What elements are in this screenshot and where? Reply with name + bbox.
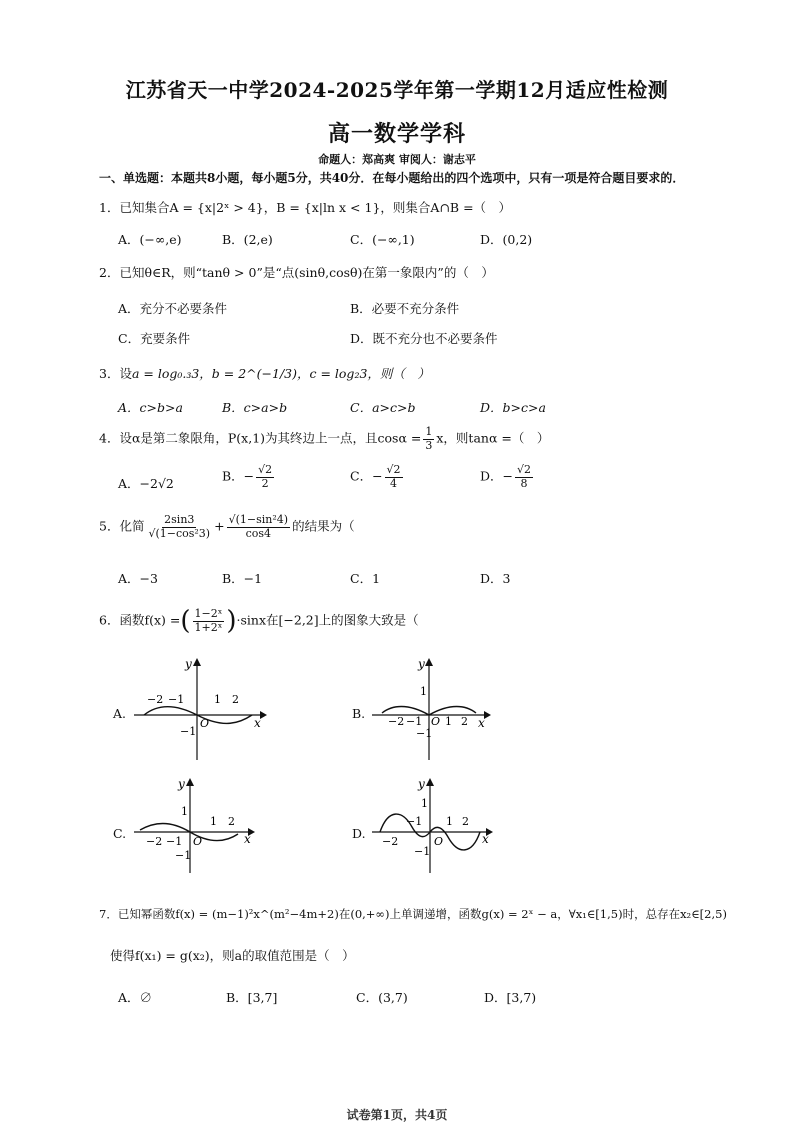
q7-option-b: B．[3,7] [226,990,278,1005]
q6-b-x-label: x [478,716,485,730]
q6-b-y-label: y [418,657,425,671]
q6-stem: 6．函数f(x) =( $\frac{\text{1−2ˣ}}{\text{1+2ˣ}}$ )·sinx在[−2,2]上的图象大致是（ [99,606,419,637]
q4-stem-part-b: x，则tanα =（ ） [436,430,550,446]
q6-b-tick-2: 2 [461,715,468,728]
exam-title: 江苏省天一中学2024-2025学年第一学期12月适应性检测 [125,78,669,102]
q4-option-b [222,464,276,490]
q4-option-c-prefix: C．− [350,468,383,484]
q7-option-d: D．[3,7) [484,990,537,1005]
q4-option-d-num: √2 [517,463,532,476]
q5-stem-prefix: 5．化简 [99,518,145,534]
q6-d-y-label: y [418,777,425,791]
q6-label-a: A. [113,706,127,721]
q3-option-a: A．c>b>a [118,400,183,415]
q6-label-d: D. [352,826,366,841]
q5-stem [99,514,355,540]
q3-stem-prefix: 3．设 [99,366,132,381]
q6-graph-a [130,655,270,765]
q6-a-tick-neg2: −2 [147,693,164,706]
q7-stem: 7．已知幂函数f(x) = (m−1)²x^(m²−4m+2)在(0,+∞)上单调递增，函数g(x) = 2ˣ − a，∀x₁∈[1,5)时，总存在x₂∈[2,5) [99,907,727,921]
q6-a-origin: O [200,717,210,730]
q6-graph-c [130,775,260,875]
q6-a-y-label: y [185,657,192,671]
q7-option-c: C．(3,7) [356,990,408,1005]
q5-plus: + [214,518,225,534]
q2-option-b: B．必要不充分条件 [350,301,460,316]
q6-c-y-label: y [178,777,185,791]
q6-b-tick-y-neg1: −1 [416,727,433,740]
q5-option-d: D．3 [480,571,511,586]
q6-fraction-num: 1−2ˣ [194,607,223,620]
q6-d-tick-2: 2 [462,815,469,828]
q6-a-tick-neg1: −1 [168,693,185,706]
q5-option-a: A．−3 [118,571,158,586]
q5-fraction-2-den: cos4 [245,526,272,540]
q6-c-x-label: x [244,832,251,846]
q4-option-d-den: 8 [520,476,528,490]
q1-option-c: C．(−∞,1) [350,232,415,247]
q4-option-b-num: √2 [258,463,273,476]
q6-c-tick-y1: 1 [181,805,188,818]
q6-d-tick-neg2: −2 [382,835,399,848]
q4-option-a: A．−2√2 [118,476,174,491]
q3-stem-body: a = log₀.₃3，b = 2^(−1/3)，c = log₂3，则（ ） [131,366,430,381]
q6-b-tick-neg1: −1 [406,715,423,728]
q3-stem [99,364,430,382]
q6-c-tick-neg1: −1 [166,835,183,848]
q6-b-tick-1: 1 [445,715,452,728]
q3-option-b: B．c>a>b [222,400,288,415]
q4-fraction [423,426,434,452]
q6-d-x-label: x [482,832,489,846]
section-heading: 一、单选题：本题共8小题，每小题5分，共40分．在每小题给出的四个选项中，只有一项是符合题目要求的． [99,171,685,185]
q4-fraction-den: 3 [425,438,433,452]
q5-option-b: B．−1 [222,571,263,586]
q6-b-tick-y1: 1 [420,685,427,698]
q6-b-origin: O [431,715,441,728]
q1-option-d: D．(0,2) [480,232,533,247]
exam-subject: 高一数学学科 [327,121,466,147]
q6-c-tick-neg2: −2 [146,835,163,848]
q4-option-c-den: 4 [390,476,398,490]
exam-authors: 命题人：郑高爽 审阅人：谢志平 [318,153,476,166]
q4-option-d-prefix: D．− [480,468,513,484]
q5-fraction-1-den: √(1−cos²3) [148,526,211,540]
q6-a-tick-2: 2 [232,693,239,706]
q5-fraction-2-num: √(1−sin²4) [228,513,289,526]
q5-fraction-1 [146,514,212,540]
q6-fraction-den: 1+2ˣ [194,620,223,634]
q6-d-tick-neg1: −1 [406,815,423,828]
q6-graph-d [368,775,498,875]
q4-stem [99,426,549,452]
q6-stem-prefix: 6．函数f(x) = [99,612,181,628]
q6-d-tick-1: 1 [446,815,453,828]
q4-option-c [350,464,405,490]
q4-option-c-frac [385,464,403,490]
q6-d-tick-y-neg1: −1 [414,845,431,858]
q5-stem-suffix: 的结果为（ [292,518,355,534]
q6-c-tick-y-neg1: −1 [175,849,192,862]
q1-option-a: A．(−∞,e) [118,232,182,247]
q4-option-b-frac [256,464,274,490]
q5-option-c: C．1 [350,571,381,586]
q6-c-tick-1: 1 [210,815,217,828]
q6-b-tick-neg2: −2 [388,715,405,728]
q1-option-b: B．(2,e) [222,232,273,247]
q7-stem-line2: 使得f(x₁) = g(x₂)，则a的取值范围是（ ） [110,948,355,963]
q6-graph-b [368,655,498,765]
q5-fraction-1-num: 2sin3 [164,513,195,526]
q6-label-c: C. [113,826,127,841]
q2-stem: 2．已知θ∈R，则“tanθ > 0”是“点(sinθ,cosθ)在第一象限内”的（ ） [99,265,494,280]
q6-d-origin: O [434,835,444,848]
q4-option-b-prefix: B．− [222,468,255,484]
q6-label-b: B. [352,706,366,721]
q7-option-a: A．∅ [118,990,153,1005]
q2-option-a: A．充分不必要条件 [118,301,228,316]
q4-option-d [480,464,535,490]
q6-c-origin: O [193,835,203,848]
q6-c-tick-2: 2 [228,815,235,828]
q4-option-c-num: √2 [386,463,401,476]
q2-option-c: C．充要条件 [118,331,191,346]
q6-stem-suffix: ·sinx在[−2,2]上的图象大致是（ [236,612,419,628]
q6-a-tick-y-neg1: −1 [180,725,197,738]
q6-a-tick-1: 1 [214,693,221,706]
q1-stem: 1．已知集合A = {x|2ˣ > 4}，B = {x|ln x < 1}，则集合A∩B =（ ） [99,200,512,215]
q6-a-x-label: x [254,716,261,730]
q6-fraction [193,608,225,634]
q6-d-tick-y1: 1 [421,797,428,810]
q3-option-d: D．b>c>a [480,400,546,415]
q4-stem-part-a: 4．设α是第二象限角，P(x,1)为其终边上一点，且cosα = [99,430,422,446]
q2-option-d: D．既不充分也不必要条件 [350,331,498,346]
q4-option-d-frac [515,464,533,490]
q4-fraction-num: 1 [425,425,433,438]
q4-option-b-den: 2 [261,476,269,490]
q3-option-c: C．a>c>b [350,400,416,415]
page-footer: 试卷第1页，共4页 [346,1108,448,1122]
q5-fraction-2 [227,514,290,540]
